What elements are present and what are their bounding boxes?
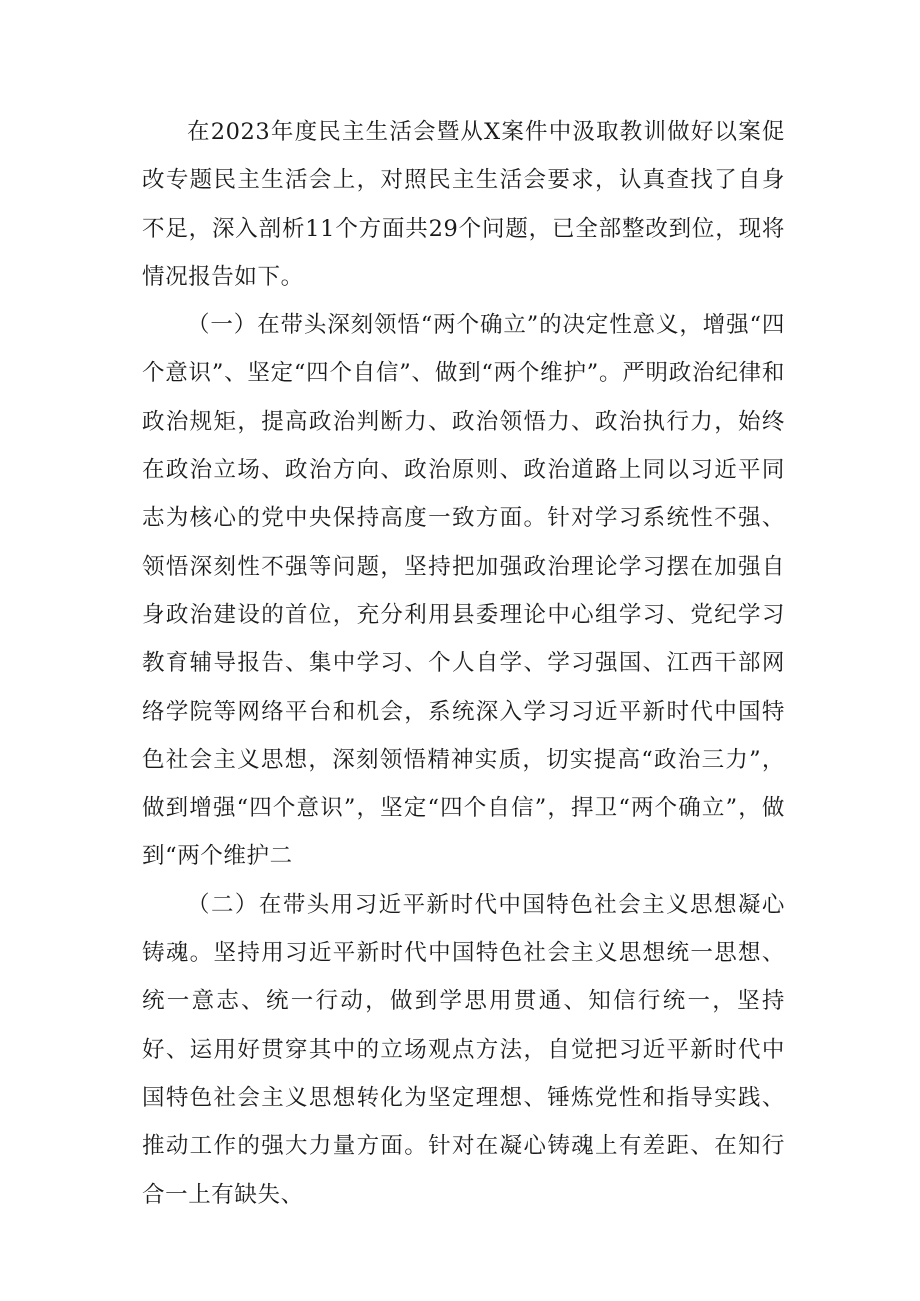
document-body — [142, 108, 785, 1219]
paragraph-section-1: （一）在带头深刻领悟“两个确立”的决定性意义，增强“四个意识”、坚定“四个自信”、做到“两个维护”。严明政治纪律和政治规矩，提高政治判断力、政治领悟力、政治执行力，始终在政治立场、政治方向、政治原则、政治道路上同以习近平同志为核心的党中央保持高度一致方面。针对学习系统性不强、领悟深刻性不强等问题，坚持把加强政治理论学习摆在加强自身政治建设的首位，充分利用县委理论中心组学习、党纪学习教育辅导报告、集中学习、个人自学、学习强国、江西干部网络学院等网络平台和机会，系统深入学习习近平新时代中国特色社会主义思想，深刻领悟精神实质，切实提高“政治三力”，做到增强“四个意识”，坚定“四个自信”，捍卫“两个确立”，做到“两个维护二 — [142, 312, 785, 870]
paragraph-section-2: （二）在带头用习近平新时代中国特色社会主义思想凝心铸魂。坚持用习近平新时代中国特色社会主义思想统一思想、统一意志、统一行动，做到学思用贯通、知信行统一，坚持好、运用好贯穿其中的立场观点方法，自觉把习近平新时代中国特色社会主义思想转化为坚定理想、锤炼党性和指导实践、推动工作的强大力量方面。针对在凝心铸魂上有差距、在知行合一上有缺失、 — [142, 891, 785, 1208]
paragraph-intro: 在2023年度民主生活会暨从X案件中汲取教训做好以案促改专题民主生活会上，对照民主生活会要求，认真查找了自身不足，深入剖析11个方面共29个问题，已全部整改到位，现将情况报告如下。 — [142, 119, 785, 290]
